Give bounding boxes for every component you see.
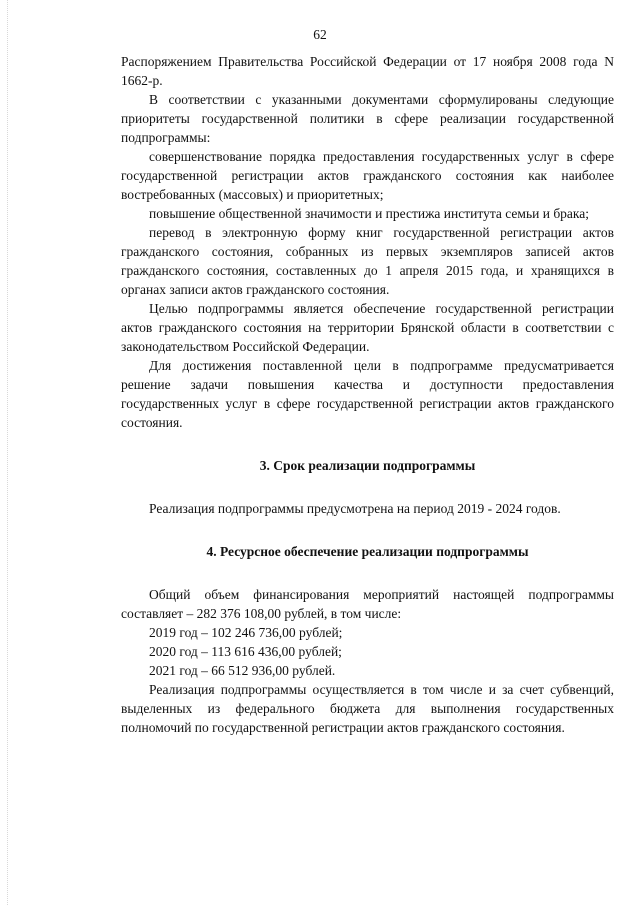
funding-year-2021: 2021 год – 66 512 936,00 рублей.: [149, 663, 336, 678]
funding-year-2020: 2020 год – 113 616 436,00 рублей;: [149, 644, 342, 659]
section-3-text: Реализация подпрограммы предусмотрена на период 2019 - 2024 годов.: [149, 501, 561, 516]
section-4-closing: Реализация подпрограммы осуществляется в том числе и за счет субвенций, выделенных из федерального бюджета для выполнения государственных полномочий по государственной регистрации актов гражданского состояния.: [121, 682, 614, 735]
priority-item-digitization: перевод в электронную форму книг государственной регистрации актов гражданского состояния, собранных из первых экземпляров записей актов гражданского состояния, составленных до 1 апреля 2015 года, и хранящихся в органах записи актов гражданского состояния.: [121, 225, 614, 297]
scan-edge-mark: [7, 0, 9, 905]
paragraph-priorities-intro: В соответствии с указанными документами сформулированы следующие приоритеты государственной политики в сфере реализации государственной подпрограммы:: [121, 92, 614, 145]
section-3-heading: 3. Срок реализации подпрограммы: [259, 458, 476, 473]
paragraph-regulation-reference: Распоряжением Правительства Российской Федерации от 17 ноября 2008 года N 1662-р.: [121, 54, 614, 88]
document-body: [121, 52, 614, 737]
paragraph-task: Для достижения поставленной цели в подпрограмме предусматривается решение задачи повышения качества и доступности предоставления государственных услуг в сфере государственной регистрации актов гражданского состояния.: [121, 358, 614, 430]
page-number: 62: [313, 27, 327, 42]
priority-item-services: совершенствование порядка предоставления государственных услуг в сфере государственной регистрации актов гражданского состояния как наиболее востребованных (массовых) и приоритетных;: [121, 149, 614, 202]
section-4-heading: 4. Ресурсное обеспечение реализации подпрограммы: [206, 544, 529, 559]
section-4-intro: Общий объем финансирования мероприятий настоящей подпрограммы составляет – 282 376 108,00 рублей, в том числе:: [121, 587, 614, 621]
priority-item-family: повышение общественной значимости и престижа института семьи и брака;: [149, 206, 590, 221]
paragraph-goal: Целью подпрограммы является обеспечение государственной регистрации актов гражданского состояния на территории Брянской области в соответствии с законодательством Российской Федерации.: [121, 301, 614, 354]
funding-year-2019: 2019 год – 102 246 736,00 рублей;: [149, 625, 343, 640]
